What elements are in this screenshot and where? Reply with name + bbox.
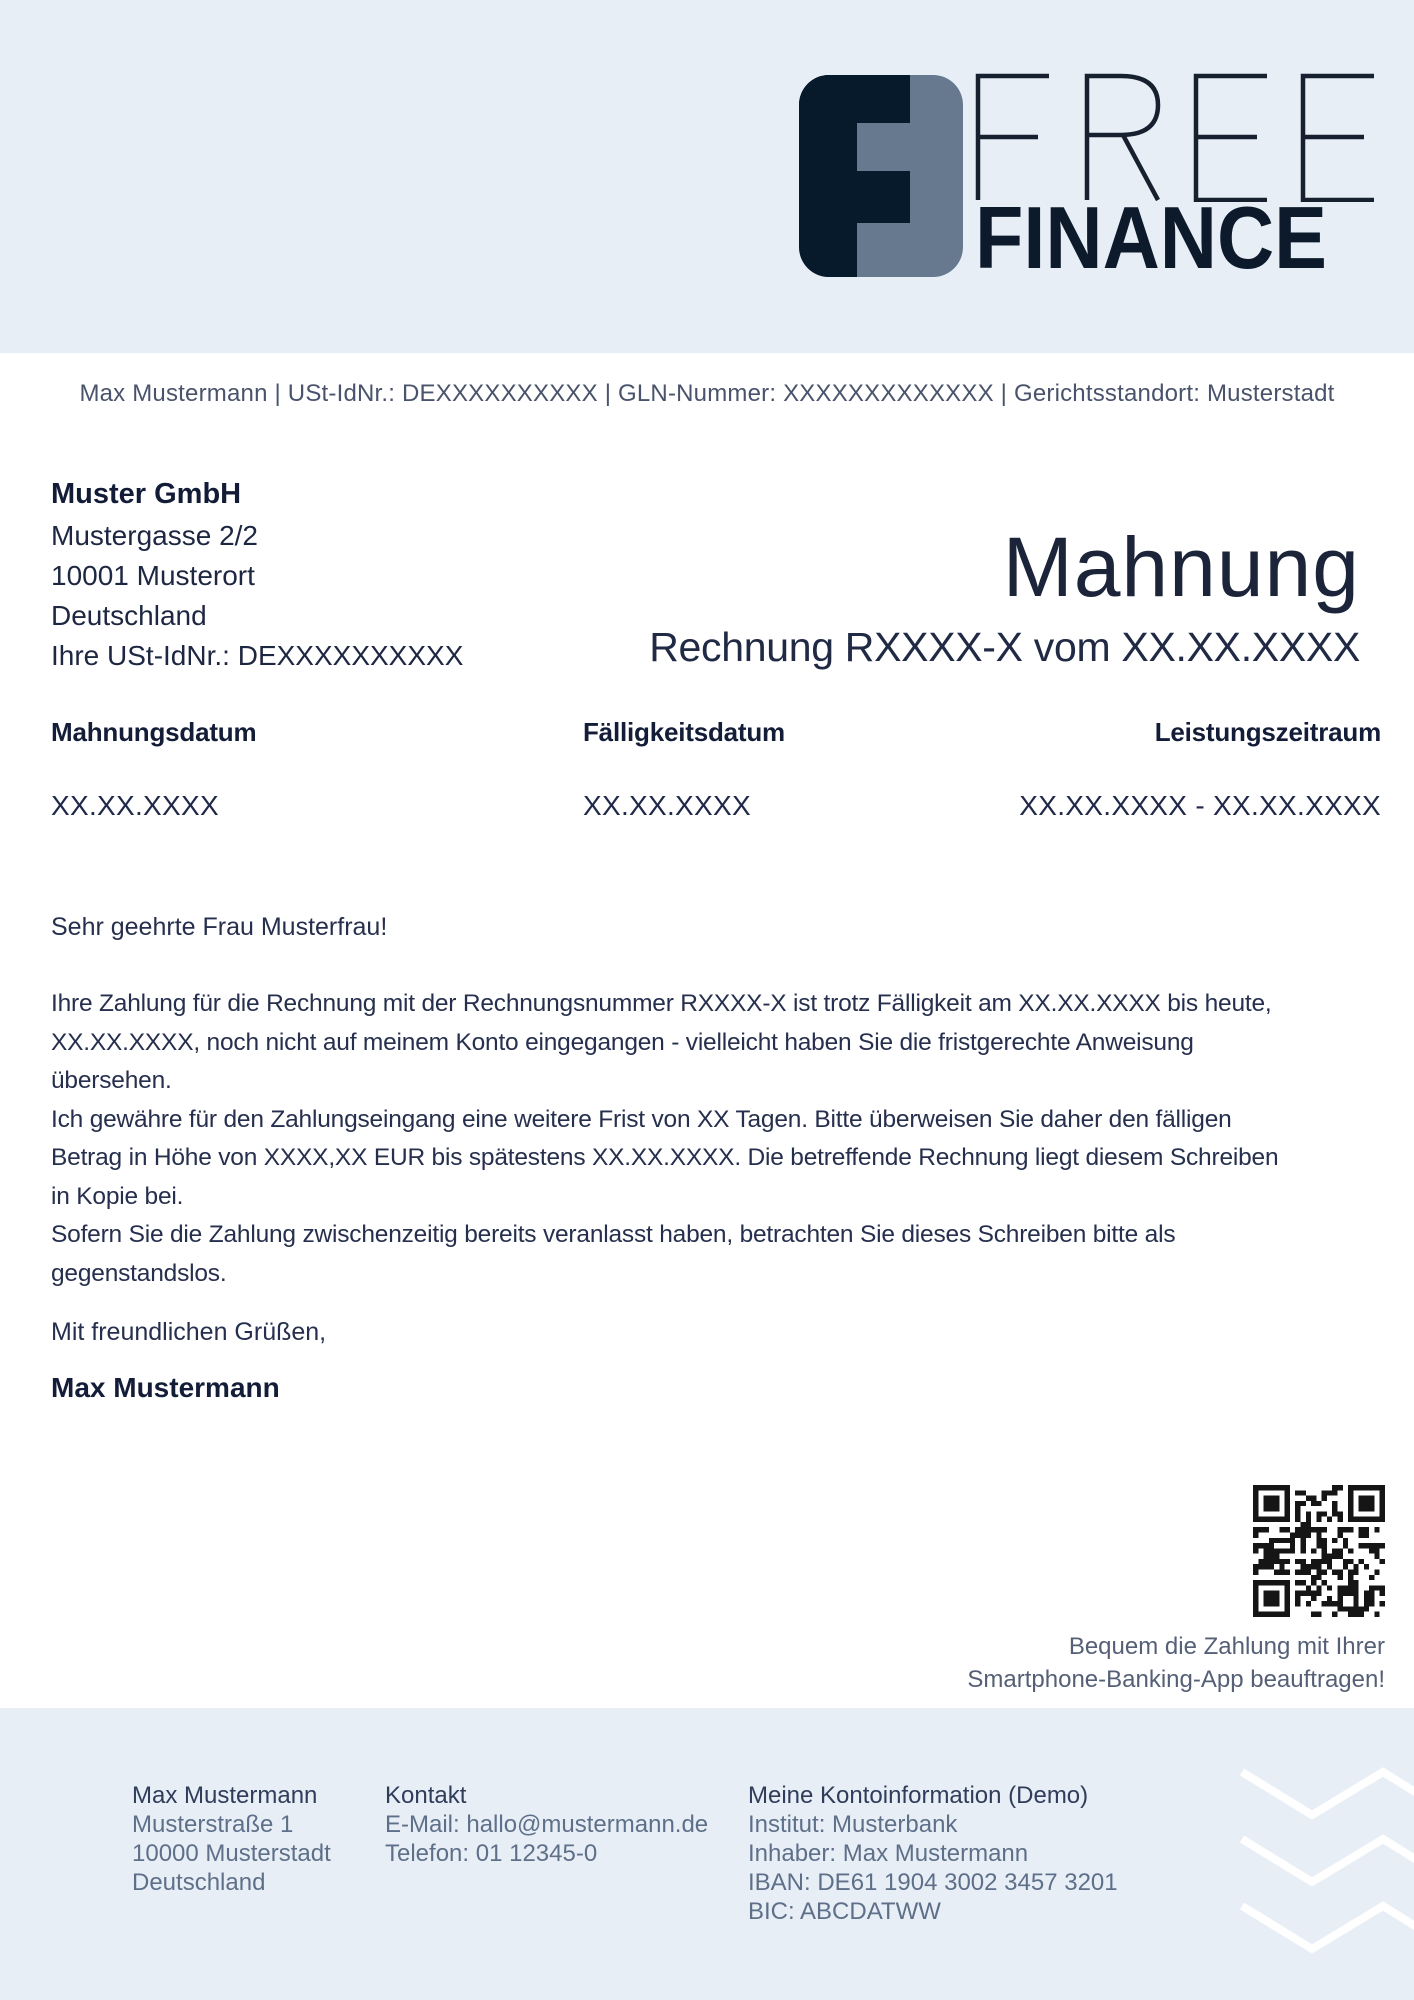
qr-caption <box>967 1630 1385 1696</box>
qr-caption-line1: Bequem die Zahlung mit Ihrer <box>1068 1633 1385 1660</box>
footer-bank-block <box>748 1781 1118 1926</box>
footer-bank-bic: BIC: ABCDATWW <box>748 1898 941 1925</box>
value-mahnungsdatum: XX.XX.XXXX <box>51 790 219 821</box>
salutation: Sehr geehrte Frau Musterfrau! <box>51 913 388 941</box>
document-title: Mahnung <box>1002 520 1360 614</box>
footer-address-name: Max Mustermann <box>132 1782 318 1809</box>
paragraph-line: Sofern Sie die Zahlung zwischenzeitig bereits veranlasst haben, betrachten Sie dieses Schreiben bitte als <box>51 1221 1176 1248</box>
paragraph-line: gegenstandslos. <box>51 1259 227 1287</box>
footer-contact-title: Kontakt <box>385 1782 467 1809</box>
payment-qr-code <box>1253 1485 1385 1617</box>
paragraph-line: Ich gewähre für den Zahlungseingang eine weitere Frist von XX Tagen. Bitte überweisen Sie daher den fälligen <box>51 1105 1232 1133</box>
document-subtitle: Rechnung RXXXX-X vom XX.XX.XXXX <box>649 624 1360 670</box>
value-faelligkeitsdatum: XX.XX.XXXX <box>583 790 751 821</box>
logo-f-mid-arm <box>799 171 910 223</box>
footer-contact-email: E-Mail: hallo@mustermann.de <box>385 1811 709 1838</box>
paragraph-line: in Kopie bei. <box>51 1182 184 1210</box>
footer-address-street: Musterstraße 1 <box>132 1811 294 1838</box>
logo-wordmark-free <box>975 73 1377 202</box>
footer-bank-title: Meine Kontoinformation (Demo) <box>748 1782 1089 1809</box>
signature-name: Max Mustermann <box>51 1372 280 1403</box>
recipient-name: Muster GmbH <box>51 478 242 510</box>
footer-bank-institute: Institut: Musterbank <box>748 1811 958 1838</box>
recipient-vat: Ihre USt-IdNr.: DEXXXXXXXXXX <box>51 640 464 671</box>
closing-line: Mit freundlichen Grüßen, <box>51 1318 327 1346</box>
value-leistungszeitraum: XX.XX.XXXX - XX.XX.XXXX <box>1019 790 1381 821</box>
footer-contact-block <box>385 1781 708 1868</box>
footer-bank-iban: IBAN: DE61 1904 3002 3457 3201 <box>748 1869 1118 1896</box>
qr-caption-line2: Smartphone-Banking-App beauftragen! <box>967 1666 1385 1693</box>
paragraph-line: XX.XX.XXXX, noch nicht auf meinem Konto eingegangen - vielleicht haben Sie die fristgerechte Anweisung <box>51 1028 1194 1056</box>
footer-bank-owner: Inhaber: Max Mustermann <box>748 1840 1029 1867</box>
paragraph-line: Ihre Zahlung für die Rechnung mit der Rechnungsnummer RXXXX-X ist trotz Fälligkeit am XX.XX.XXXX bis heute, <box>51 990 1272 1017</box>
sender-info-line: Max Mustermann | USt-IdNr.: DEXXXXXXXXXX | GLN-Nummer: XXXXXXXXXXXXX | Gerichtsstandort: Musterstadt <box>79 380 1335 407</box>
chevron-decoration-icon <box>1236 1762 1414 1962</box>
label-faelligkeitsdatum: Fälligkeitsdatum <box>583 717 785 747</box>
footer-address-city: 10000 Musterstadt <box>132 1840 331 1867</box>
paragraph-line: Betrag in Höhe von XXXX,XX EUR bis spätestens XX.XX.XXXX. Die betreffende Rechnung liegt diesem Schreiben <box>51 1144 1279 1171</box>
footer-address-block <box>132 1781 331 1897</box>
document-title-block <box>649 519 1360 671</box>
label-leistungszeitraum: Leistungszeitraum <box>1154 717 1381 747</box>
paragraph-line: übersehen. <box>51 1067 172 1094</box>
letter-paragraph <box>51 985 1396 1293</box>
footer-contact-phone: Telefon: 01 12345-0 <box>385 1840 598 1867</box>
recipient-block <box>51 472 463 676</box>
label-mahnungsdatum: Mahnungsdatum <box>51 717 257 747</box>
freefinance-logo-icon <box>799 75 963 277</box>
logo-wordmark-finance: FINANCE <box>975 188 1327 287</box>
recipient-city: 10001 Musterort <box>51 560 255 591</box>
footer-address-country: Deutschland <box>132 1869 266 1896</box>
recipient-country: Deutschland <box>51 600 207 631</box>
recipient-street: Mustergasse 2/2 <box>51 520 258 551</box>
logo-f-top-arm <box>799 75 910 123</box>
